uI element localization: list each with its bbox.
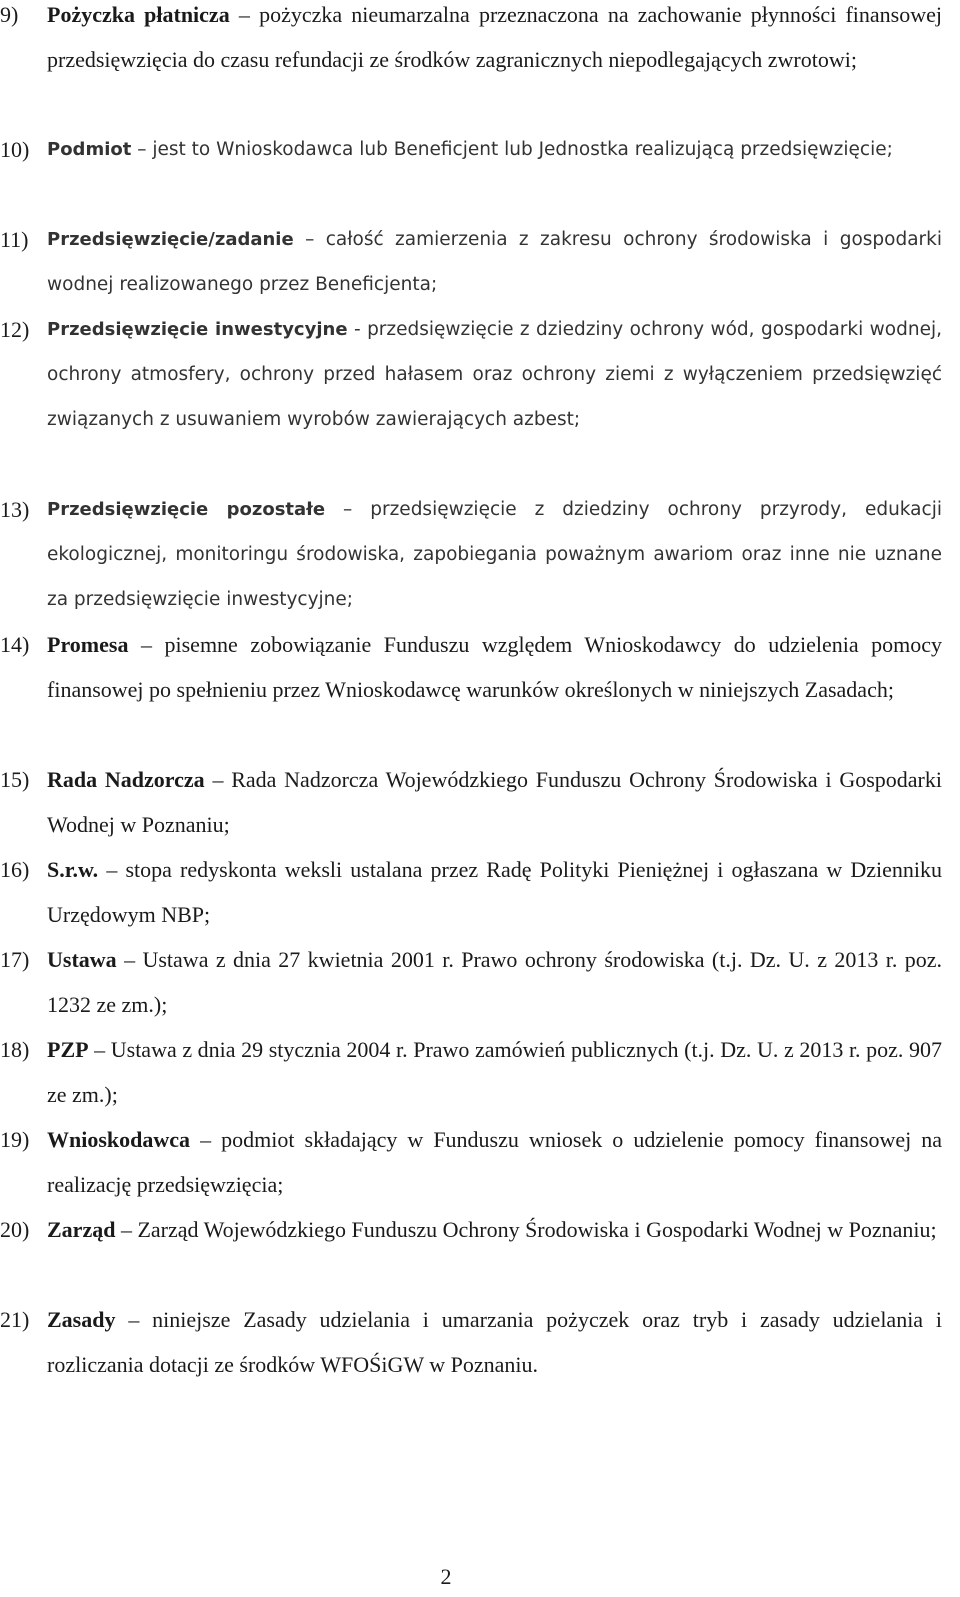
item-number: 16)	[0, 857, 30, 882]
item-number: 9)	[0, 2, 19, 27]
definition-separator: -	[353, 319, 361, 340]
definition-text	[47, 0, 942, 82]
item-number: 15)	[0, 767, 30, 792]
definition-text	[47, 1027, 942, 1117]
definition-separator: –	[128, 1307, 140, 1332]
item-number: 13)	[0, 497, 30, 522]
definition-text	[47, 937, 942, 1027]
definition-body: podmiot składający w Funduszu wniosek o udzielenie pomocy finansowej na realizację przedsięwzięcia;	[47, 1127, 943, 1197]
definition-term: Zarząd	[47, 1217, 116, 1242]
definition-separator: –	[212, 767, 224, 792]
definition-item-11	[0, 217, 942, 307]
definition-text	[47, 127, 942, 172]
definition-item-15	[0, 757, 942, 847]
definition-separator: –	[120, 1217, 132, 1242]
definition-item-18	[0, 1027, 942, 1117]
definition-body: Zarząd Wojewódzkiego Funduszu Ochrony Środowiska i Gospodarki Wodnej w Poznaniu;	[137, 1217, 937, 1242]
definition-text	[47, 307, 942, 442]
definition-item-16	[0, 847, 942, 937]
item-number: 14)	[0, 632, 30, 657]
definition-term: PZP	[47, 1037, 89, 1062]
item-number: 17)	[0, 947, 30, 972]
definition-body: pisemne zobowiązanie Funduszu względem Wnioskodawcy do udzielenia pomocy finansowej po spełnieniu przez Wnioskodawcę warunków określonych w niniejszych Zasadach;	[47, 632, 943, 702]
definition-body: Ustawa z dnia 27 kwietnia 2001 r. Prawo ochrony środowiska (t.j. Dz. U. z 2013 r. poz. 1232 ze zm.);	[47, 947, 943, 1017]
definition-separator: –	[343, 499, 353, 520]
definition-separator: –	[106, 857, 118, 882]
definition-item-13	[0, 487, 942, 622]
definition-body: pożyczka nieumarzalna przeznaczona na zachowanie płynności finansowej przedsięwzięcia do czasu refundacji ze środków zagranicznych niepodlegających zwrotowi;	[47, 2, 943, 72]
definition-body: przedsięwzięcie z dziedziny ochrony wód, gospodarki wodnej, ochrony atmosfery, ochrony przed hałasem oraz ochrony ziemi z wyłączeniem przedsięwzięć związanych z usuwaniem wyrobów zawierających azbest;	[47, 319, 942, 430]
definition-body: jest to Wnioskodawca lub Beneficjent lub Jednostka realizującą przedsięwzięcie;	[152, 139, 893, 160]
definition-text	[47, 1297, 942, 1387]
definition-text	[47, 757, 942, 847]
definition-term: Wnioskodawca	[47, 1127, 191, 1152]
definition-term: Promesa	[47, 632, 129, 657]
definition-separator: –	[238, 2, 250, 27]
item-number: 12)	[0, 317, 30, 342]
definition-body: stopa redyskonta weksli ustalana przez Radę Polityki Pieniężnej i ogłaszana w Dzienniku Urzędowym NBP;	[47, 857, 943, 927]
definition-body: przedsięwzięcie z dziedziny ochrony przyrody, edukacji ekologicznej, monitoringu środowiska, zapobiegania poważnym awariom oraz inne nie uznane za przedsięwzięcie inwestycyjne;	[47, 499, 942, 610]
definition-term: Pożyczka płatnicza	[47, 2, 230, 27]
definition-term: Zasady	[47, 1307, 116, 1332]
item-number: 10)	[0, 137, 30, 162]
definition-body: Ustawa z dnia 29 stycznia 2004 r. Prawo zamówień publicznych (t.j. Dz. U. z 2013 r. poz. 907 ze zm.);	[47, 1037, 942, 1107]
definition-body: Rada Nadzorcza Wojewódzkiego Funduszu Ochrony Środowiska i Gospodarki Wodnej w Poznaniu;	[47, 767, 942, 837]
definition-separator: –	[305, 229, 315, 250]
definition-term: Przedsięwzięcie pozostałe	[47, 499, 326, 520]
definition-text	[47, 217, 942, 307]
definition-text	[47, 622, 942, 712]
definition-term: Przedsięwzięcie/zadanie	[47, 229, 294, 250]
definition-separator: –	[124, 947, 136, 972]
definition-text	[47, 487, 942, 622]
definition-item-17	[0, 937, 942, 1027]
definition-text	[47, 1207, 942, 1252]
definition-body: całość zamierzenia z zakresu ochrony środowiska i gospodarki wodnej realizowanego przez Beneficjenta;	[47, 229, 942, 295]
definition-item-9	[0, 0, 942, 82]
definition-separator: –	[140, 632, 152, 657]
definition-separator: –	[200, 1127, 212, 1152]
definition-item-14	[0, 622, 942, 712]
definition-item-12	[0, 307, 942, 442]
definition-separator: –	[137, 139, 147, 160]
definition-term: Przedsięwzięcie inwestycyjne	[47, 319, 348, 340]
item-number: 11)	[0, 227, 29, 252]
item-number: 18)	[0, 1037, 30, 1062]
definition-item-10	[0, 127, 942, 172]
definition-item-21	[0, 1297, 942, 1387]
definition-item-19	[0, 1117, 942, 1207]
definition-term: Rada Nadzorcza	[47, 767, 205, 792]
definition-item-20	[0, 1207, 942, 1252]
definition-term: Ustawa	[47, 947, 117, 972]
item-number: 19)	[0, 1127, 30, 1152]
item-number: 21)	[0, 1307, 30, 1332]
definition-separator: –	[94, 1037, 106, 1062]
definition-term: S.r.w.	[47, 857, 99, 882]
page-number: 2	[440, 1564, 452, 1589]
definition-term: Podmiot	[47, 139, 132, 160]
definition-body: niniejsze Zasady udzielania i umarzania pożyczek oraz tryb i zasady udzielania i rozliczania dotacji ze środków WFOŚiGW w Poznaniu.	[47, 1307, 943, 1377]
definition-text	[47, 1117, 942, 1207]
item-number: 20)	[0, 1217, 30, 1242]
definition-text	[47, 847, 942, 937]
